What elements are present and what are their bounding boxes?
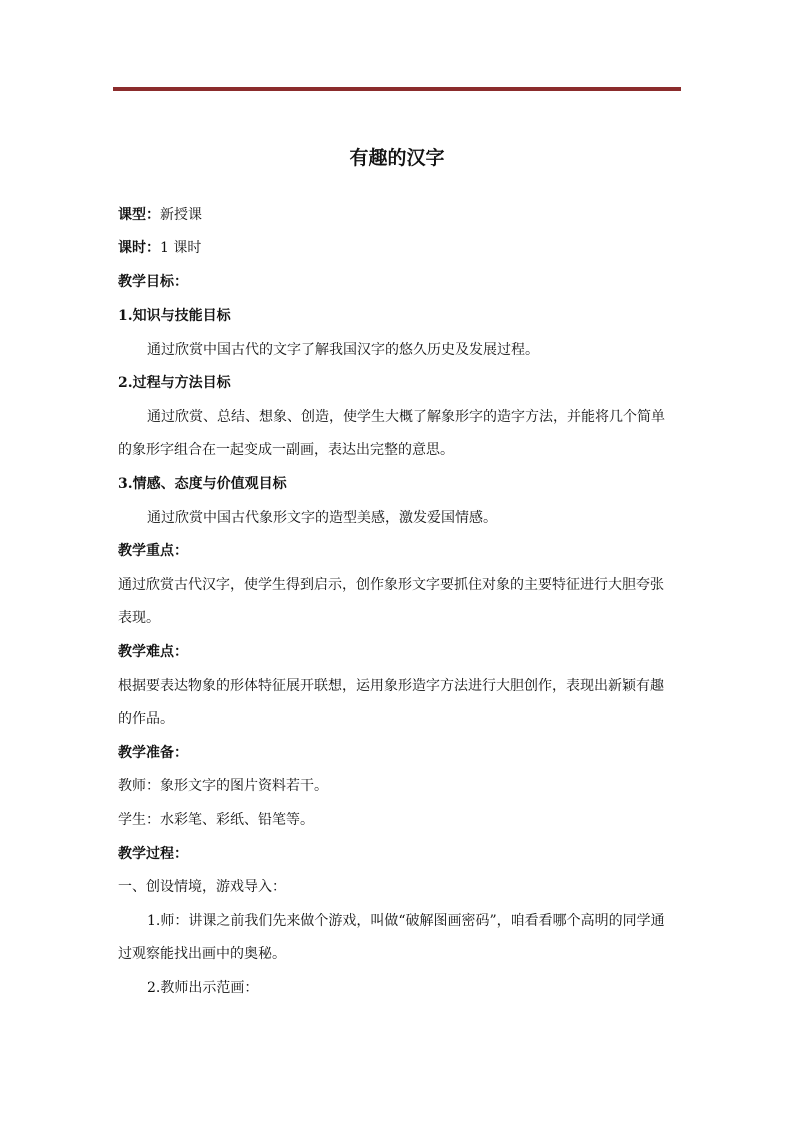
key-points-line1: 通过欣赏古代汉字，使学生得到启示，创作象形文字要抓住对象的主要特征进行大胆夸张 [118, 577, 664, 593]
preparation-teacher: 教师：象形文字的图片资料若干。 [118, 778, 328, 794]
preparation-student: 学生：水彩笔、彩纸、铅笔等。 [118, 812, 314, 828]
page-title: 有趣的汉字 [349, 147, 445, 169]
lesson-time [118, 238, 201, 258]
objective-3-heading: 3.情感、态度与价值观目标 [118, 476, 287, 492]
lesson-type [118, 205, 202, 225]
objective-3-text: 通过欣赏中国古代象形文字的造型美感，激发爱国情感。 [147, 510, 497, 526]
objective-1-text: 通过欣赏中国古代的文字了解我国汉字的悠久历史及发展过程。 [147, 342, 539, 358]
preparation-heading: 教学准备： [118, 745, 188, 761]
objectives-heading: 教学目标： [118, 274, 188, 290]
lesson-type-label: 课型： [118, 207, 160, 223]
process-step-2: 2.教师出示范画： [147, 980, 259, 996]
difficulties-line1: 根据要表达物象的形体特征展开联想，运用象形造字方法进行大胆创作，表现出新颖有趣 [118, 678, 664, 694]
key-points-line2: 表现。 [118, 610, 160, 626]
difficulties-line2: 的作品。 [118, 711, 174, 727]
header-rule [113, 87, 681, 91]
lesson-time-label: 课时： [118, 240, 160, 256]
lesson-time-value: 1 课时 [160, 240, 202, 256]
process-step-1-line2: 过观察能找出画中的奥秘。 [118, 946, 286, 962]
process-step-1-line1: 1.师：讲课之前我们先来做个游戏，叫做“破解图画密码”，咱看看哪个高明的同学通 [147, 913, 665, 929]
lesson-type-value: 新授课 [160, 207, 202, 223]
objective-2-text-line1: 通过欣赏、总结、想象、创造，使学生大概了解象形字的造字方法，并能将几个简单 [147, 409, 665, 425]
objective-2-heading: 2.过程与方法目标 [118, 375, 231, 391]
process-heading: 教学过程： [118, 846, 188, 862]
difficulties-heading: 教学难点： [118, 644, 188, 660]
process-section-1: 一、创设情境，游戏导入： [118, 879, 286, 895]
objective-2-text-line2: 的象形字组合在一起变成一副画，表达出完整的意思。 [118, 442, 454, 458]
key-points-heading: 教学重点： [118, 543, 188, 559]
objective-1-heading: 1.知识与技能目标 [118, 308, 231, 324]
